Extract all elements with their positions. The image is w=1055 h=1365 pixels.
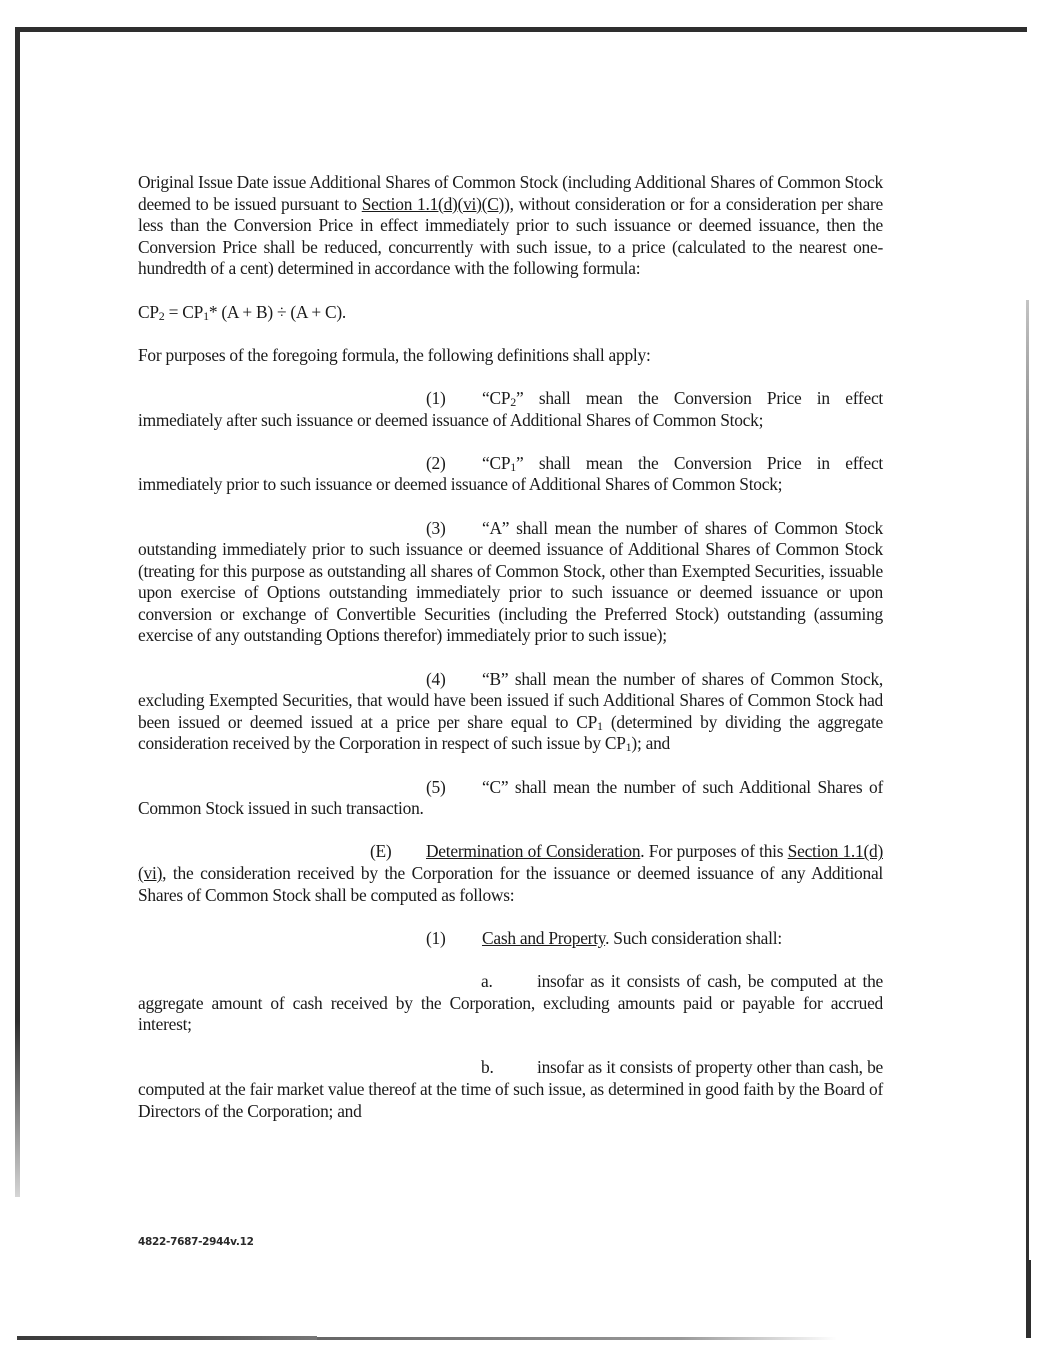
definition-text-end: ); and [631, 733, 670, 754]
definition-text: shall mean the number of such Additional Shares of Common Stock issued in such transaction. [138, 776, 883, 819]
definition-term-close: ” [516, 452, 524, 473]
definition-term-sub: 1 [510, 459, 516, 474]
formula-lhs: CP [138, 301, 159, 322]
definition-number: (4) [426, 668, 446, 689]
definition-number: (5) [426, 776, 446, 797]
subsection-text: . Such consideration shall: [605, 927, 782, 948]
scan-border-left [15, 27, 20, 1197]
definition-text: shall mean the number of shares of Common Stock, excluding Exempted Securities, that would have been issued if such Additional Shares of Common Stock had been issued or deemed issued at a price per share equal to CP [138, 668, 883, 732]
definition-number: (1) [426, 387, 446, 408]
subsection-heading: Cash and Property [482, 927, 606, 948]
scan-border-right [1026, 300, 1029, 1336]
definition-text: shall mean the number of shares of Common Stock outstanding immediately prior to such issuance or deemed issuance of Additional Shares of Common Stock (treating for this purpose as outstanding all shares of Common Stock, other than Exempted Securities, issuable upon exercise of Options outstanding immediately prior to such issuance or deemed issuance or upon conversion or exchange of Convertible Securities (including the Preferred Stock) outstanding (assuming exercise of any outstanding Options therefor) immediately prior to such issue); [138, 517, 883, 646]
section-text-continued: , the consideration received by the Corporation for the issuance or deemed issuance of any Additional Shares of Common Stock shall be computed as follows: [138, 863, 883, 905]
formula-rest: * (A + B) ÷ (A + C). [208, 301, 347, 322]
definition-term-sub: 2 [510, 394, 516, 409]
formula-eq: = CP [164, 301, 204, 322]
sub-item-text: insofar as it consists of property other than cash, be computed at the fair market value thereof at the time of such issue, as determined in good faith by the Board of Directors of the Corporation; and [138, 1057, 883, 1121]
definition-cp1 [138, 453, 883, 496]
definition-number: (3) [426, 517, 446, 538]
definition-sub: 1 [597, 718, 603, 733]
formula-rhs-sub: 1 [203, 308, 209, 323]
definition-term: “CP [482, 387, 511, 408]
document-page [138, 172, 883, 1144]
cash-property-paragraph [138, 928, 883, 950]
definition-term: “A” [482, 517, 510, 538]
scan-border-bottom [17, 1336, 317, 1340]
section-number: (E) [370, 841, 392, 862]
subsection-number: (1) [426, 927, 446, 948]
scan-border-top [15, 27, 1027, 32]
definition-sub: 1 [625, 740, 632, 755]
intro-text: Original Issue Date issue Additional Shares of Common Stock (including Additional Shares of Common Stock deemed to be issued pursuant to [138, 172, 883, 214]
definition-a [138, 518, 883, 648]
definition-term-close: ” [516, 387, 524, 408]
sub-item-text: insofar as it consists of cash, be computed at the aggregate amount of cash received by the Corporation, excluding amounts paid or payable for accrued interest; [138, 970, 883, 1035]
sub-item-a [138, 971, 883, 1036]
section-link-c[interactable]: Section 1.1(d)(vi)(C) [361, 193, 505, 214]
scan-border-bottom-faded [317, 1337, 837, 1340]
section-text: . For purposes of this [640, 841, 788, 862]
definition-text: shall mean the Conversion Price in effect immediately after such issuance or deemed issuance of Additional Shares of Common Stock; [138, 387, 883, 430]
definition-text-continued: (determined by dividing the aggregate consideration received by the Corporation in respect of such issue by CP [138, 711, 883, 754]
scan-border-right-lower [1026, 1260, 1031, 1338]
definition-term: “B” [482, 668, 509, 689]
sub-item-label: a. [481, 970, 493, 991]
definition-term: “CP [482, 452, 511, 473]
conversion-formula [138, 302, 883, 324]
definition-c [138, 777, 883, 820]
definition-cp2 [138, 388, 883, 431]
definition-term: “C” [482, 776, 509, 797]
definition-text: shall mean the Conversion Price in effect immediately prior to such issuance or deemed issuance of Additional Shares of Common Stock; [138, 452, 883, 495]
section-heading: Determination of Consideration [426, 841, 641, 862]
section-link-vi[interactable]: Section 1.1(d)(vi) [138, 841, 883, 883]
formula-lhs-sub: 2 [158, 308, 165, 323]
definition-number: (2) [426, 452, 446, 473]
definitions-intro: For purposes of the foregoing formula, the following definitions shall apply: [138, 344, 651, 365]
sub-item-b [138, 1057, 883, 1122]
definition-b [138, 669, 883, 755]
section-e-paragraph [138, 841, 883, 906]
intro-paragraph [138, 172, 883, 280]
document-id-footer: 4822-7687-2944v.12 [138, 1236, 254, 1248]
sub-item-label: b. [481, 1057, 494, 1078]
intro-text-continued: ), without consideration or for a consideration per share less than the Conversion Price in effect immediately prior to such issuance or deemed issuance, then the Conversion Price shall be reduced, concurrently with such issue, to a price (calculated to the nearest one-hundredth of a cent) determined in accordance with the following formula: [138, 193, 883, 279]
